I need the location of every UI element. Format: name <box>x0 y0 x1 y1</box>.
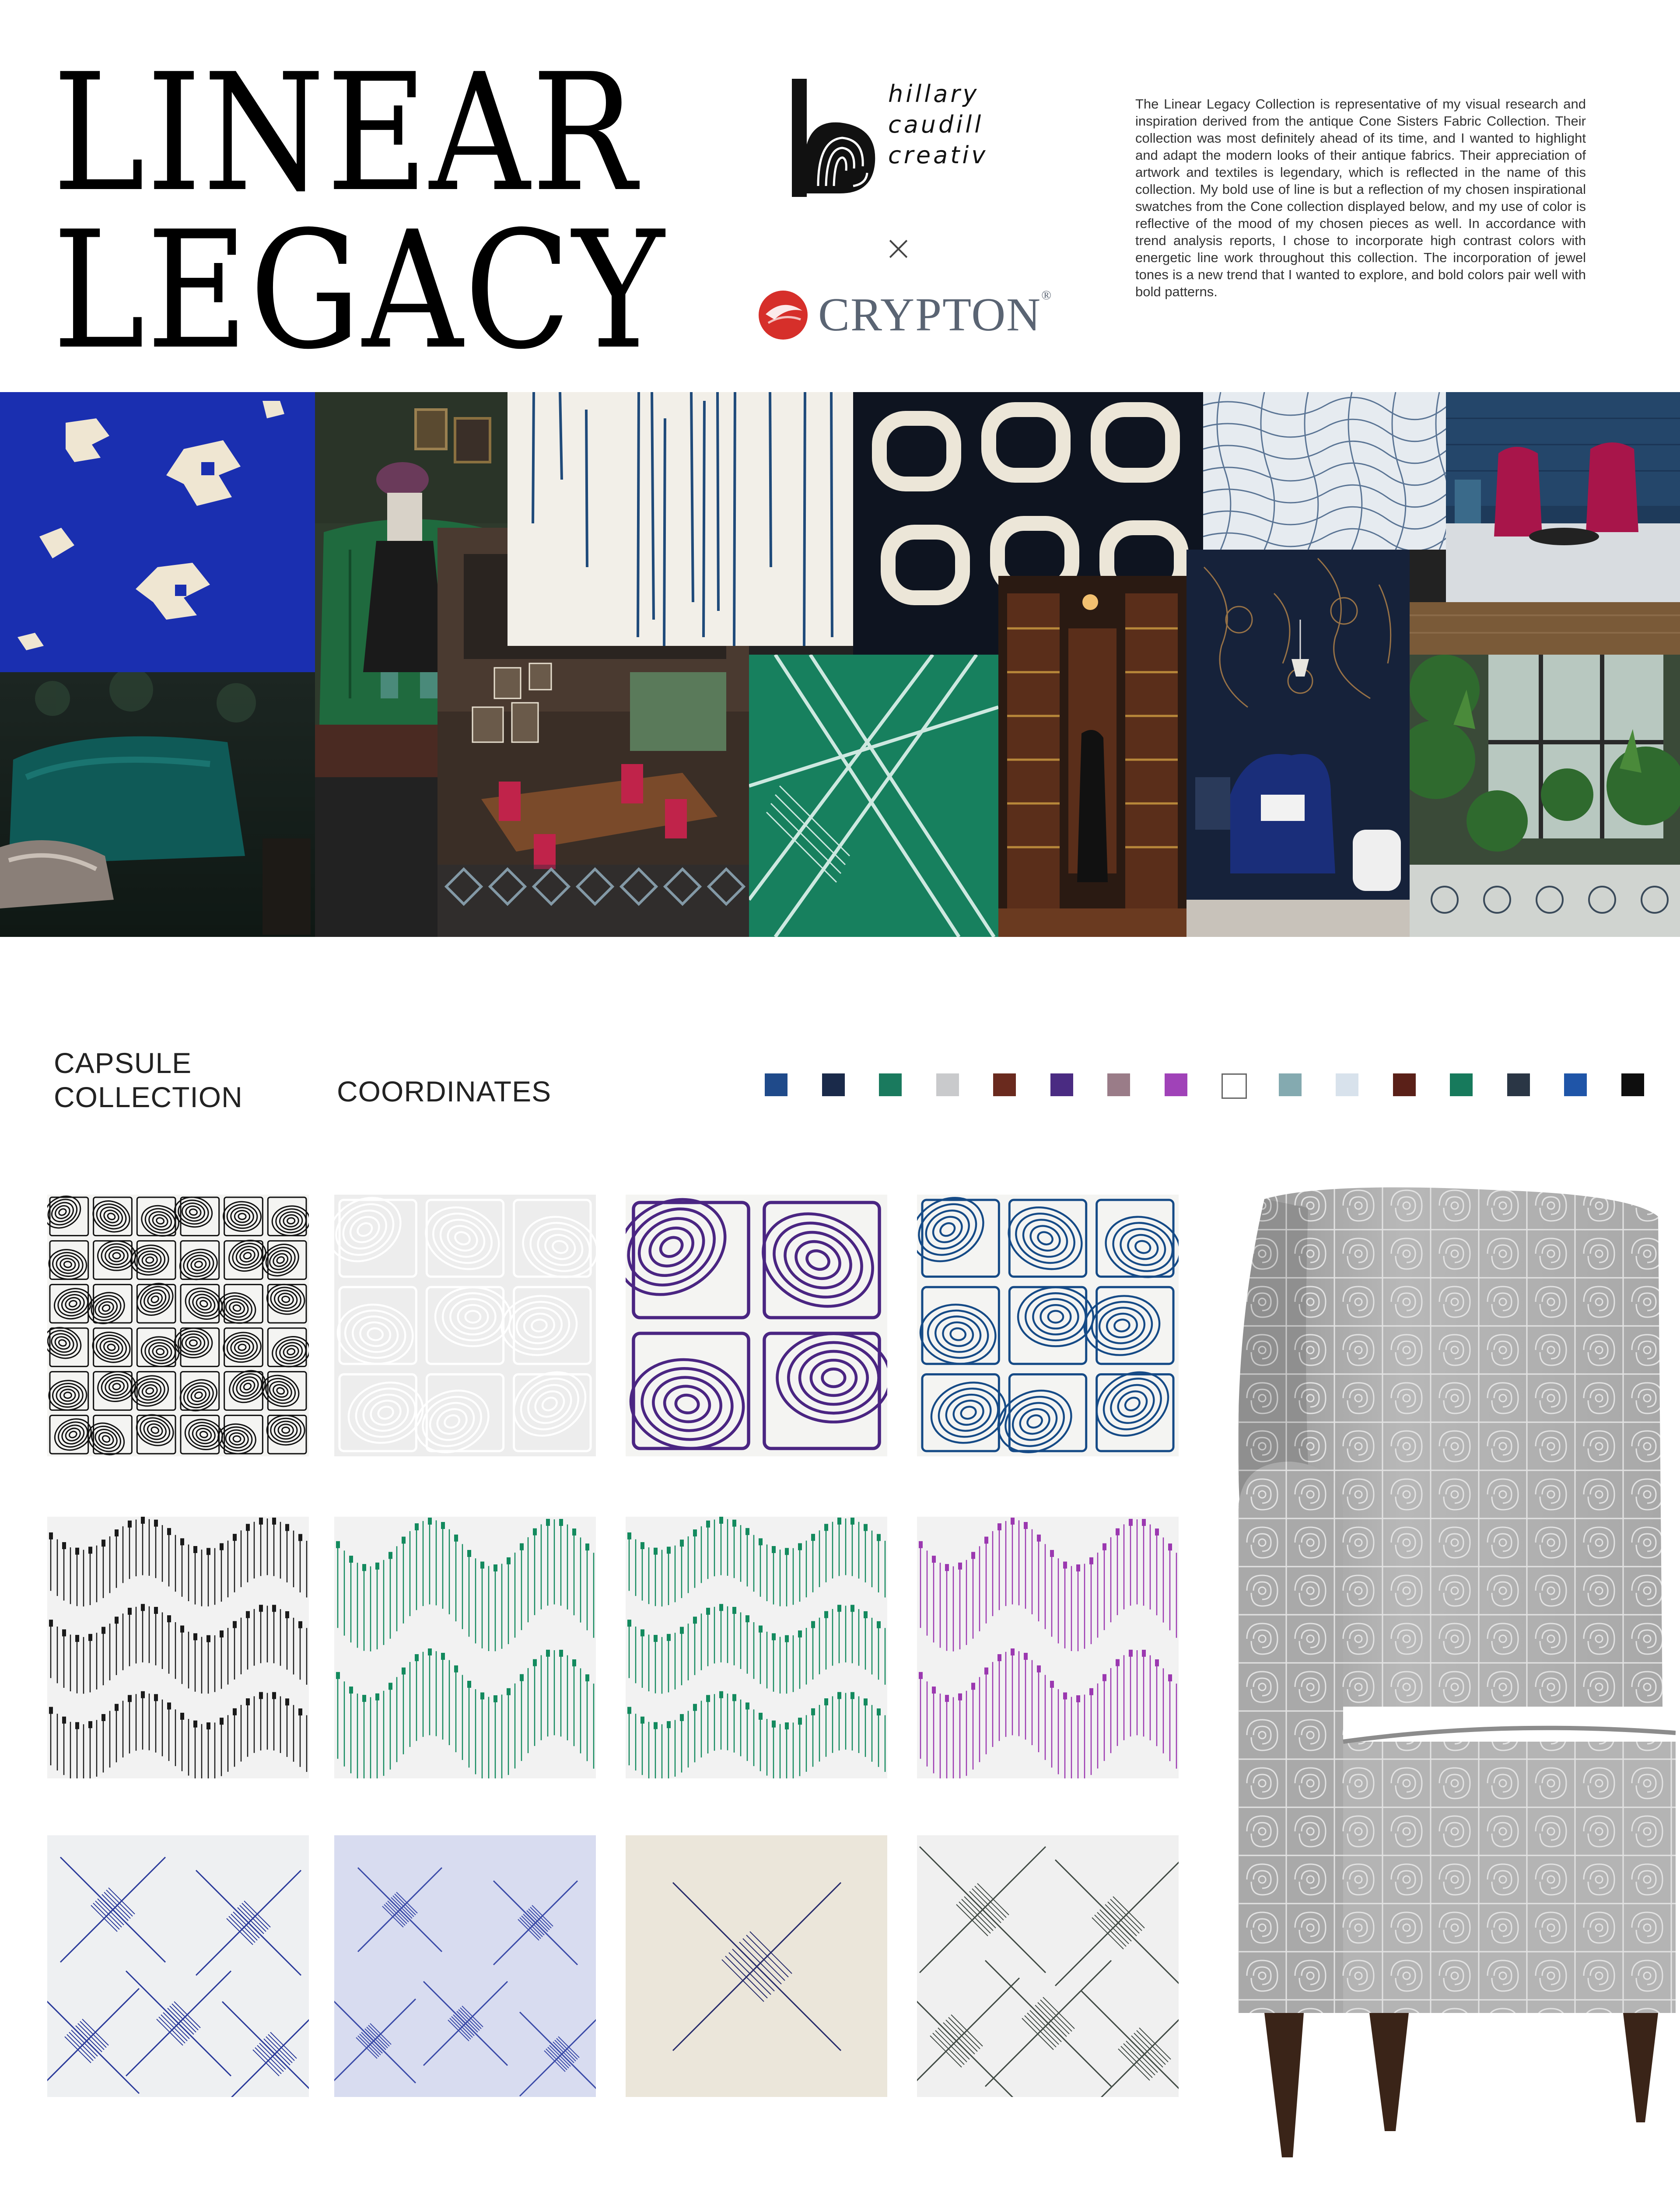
logo-wordmark <box>888 79 988 171</box>
mood-magenta-chairs-photo <box>1446 392 1680 602</box>
palette-swatch <box>765 1073 788 1096</box>
palette-swatch <box>936 1073 959 1096</box>
upholstered-wingback-chair <box>1238 1182 1676 2179</box>
crypton-emblem-icon <box>757 289 809 341</box>
palette-swatch <box>1222 1073 1247 1099</box>
palette-swatch <box>1393 1073 1416 1096</box>
palette-swatch <box>1279 1073 1302 1096</box>
capsule-label-line-1: CAPSULE <box>54 1047 192 1079</box>
palette-swatch <box>1507 1073 1530 1096</box>
palette-swatch <box>1450 1073 1473 1096</box>
crypton-logo <box>757 284 1052 346</box>
coordinates-label: COORDINATES <box>337 1075 552 1108</box>
fabric-crosshatch-periwinkle <box>334 1835 596 2097</box>
mood-sunroom-plants-photo <box>1410 602 1680 937</box>
title-line-2: LEGACY <box>52 197 666 385</box>
mood-navy-armchair-photo <box>1186 550 1410 937</box>
palette-swatch <box>1564 1073 1587 1096</box>
palette-swatch <box>822 1073 845 1096</box>
title-line-1: LINEAR <box>52 39 638 228</box>
mood-navy-stripe-fabric <box>508 392 853 646</box>
mood-teal-sofa-photo <box>0 672 315 937</box>
fabric-woodgrain-black <box>47 1195 309 1456</box>
logo-line-1: hillary <box>888 80 980 108</box>
intro-paragraph: The Linear Legacy Collection is representative of my visual research and inspiration derived from the antique Cone Sisters Fabric Collection. Their collection was most definitely ahead of its time, and I wanted to highlight and adapt the modern looks of their antique fabrics. Their appreciation of artwork and textiles is legendary, which is reflected in the name of this collection. My bold use of line is but a reflection of my chosen inspirational swatches from the Cone collection displayed below, and my use of color is reflective of the mood of my chosen pieces as well. In accordance with trend analysis reports, I chose to incorporate high contrast colors with energetic line work throughout this collection. The incorporation of jewel tones is a new trend that I wanted to explore, and bold colors pair well with bold patterns. <box>1135 96 1586 299</box>
collection-title <box>52 39 766 385</box>
hillary-caudill-logo-icon <box>788 79 884 197</box>
collaboration-x: × <box>884 228 914 268</box>
palette-swatch <box>879 1073 902 1096</box>
fabric-zigzag-purple <box>917 1517 1179 1778</box>
capsule-collection-label <box>54 1046 243 1114</box>
mood-library-photo <box>998 576 1186 937</box>
fabric-zigzag-green <box>626 1517 887 1778</box>
fabric-crosshatch-gray <box>917 1835 1179 2097</box>
fabric-zigzag-green-large <box>334 1517 596 1778</box>
fabric-zigzag-black <box>47 1517 309 1778</box>
logo-line-3: creativ <box>888 141 988 169</box>
fabric-crosshatch-cream <box>626 1835 887 2097</box>
mood-blue-ikat-fabric <box>0 392 315 672</box>
mood-blue-mesh-fabric <box>1203 392 1446 550</box>
palette-swatch <box>1050 1073 1073 1096</box>
capsule-label-line-2: COLLECTION <box>54 1081 243 1113</box>
palette-swatch <box>1165 1073 1187 1096</box>
fabric-woodgrain-purple <box>626 1195 887 1456</box>
mood-green-plaid-fabric <box>749 655 998 937</box>
fabric-woodgrain-blue <box>917 1195 1179 1456</box>
palette-swatch <box>1621 1073 1644 1096</box>
mood-board <box>0 392 1680 937</box>
palette-swatch <box>1336 1073 1358 1096</box>
crypton-wordmark: CRYPTON® <box>818 288 1052 341</box>
fabric-woodgrain-white <box>334 1195 596 1456</box>
logo-line-2: caudill <box>888 111 984 138</box>
palette-swatch <box>993 1073 1016 1096</box>
fabric-crosshatch-blue <box>47 1835 309 2097</box>
palette-swatch <box>1107 1073 1130 1096</box>
